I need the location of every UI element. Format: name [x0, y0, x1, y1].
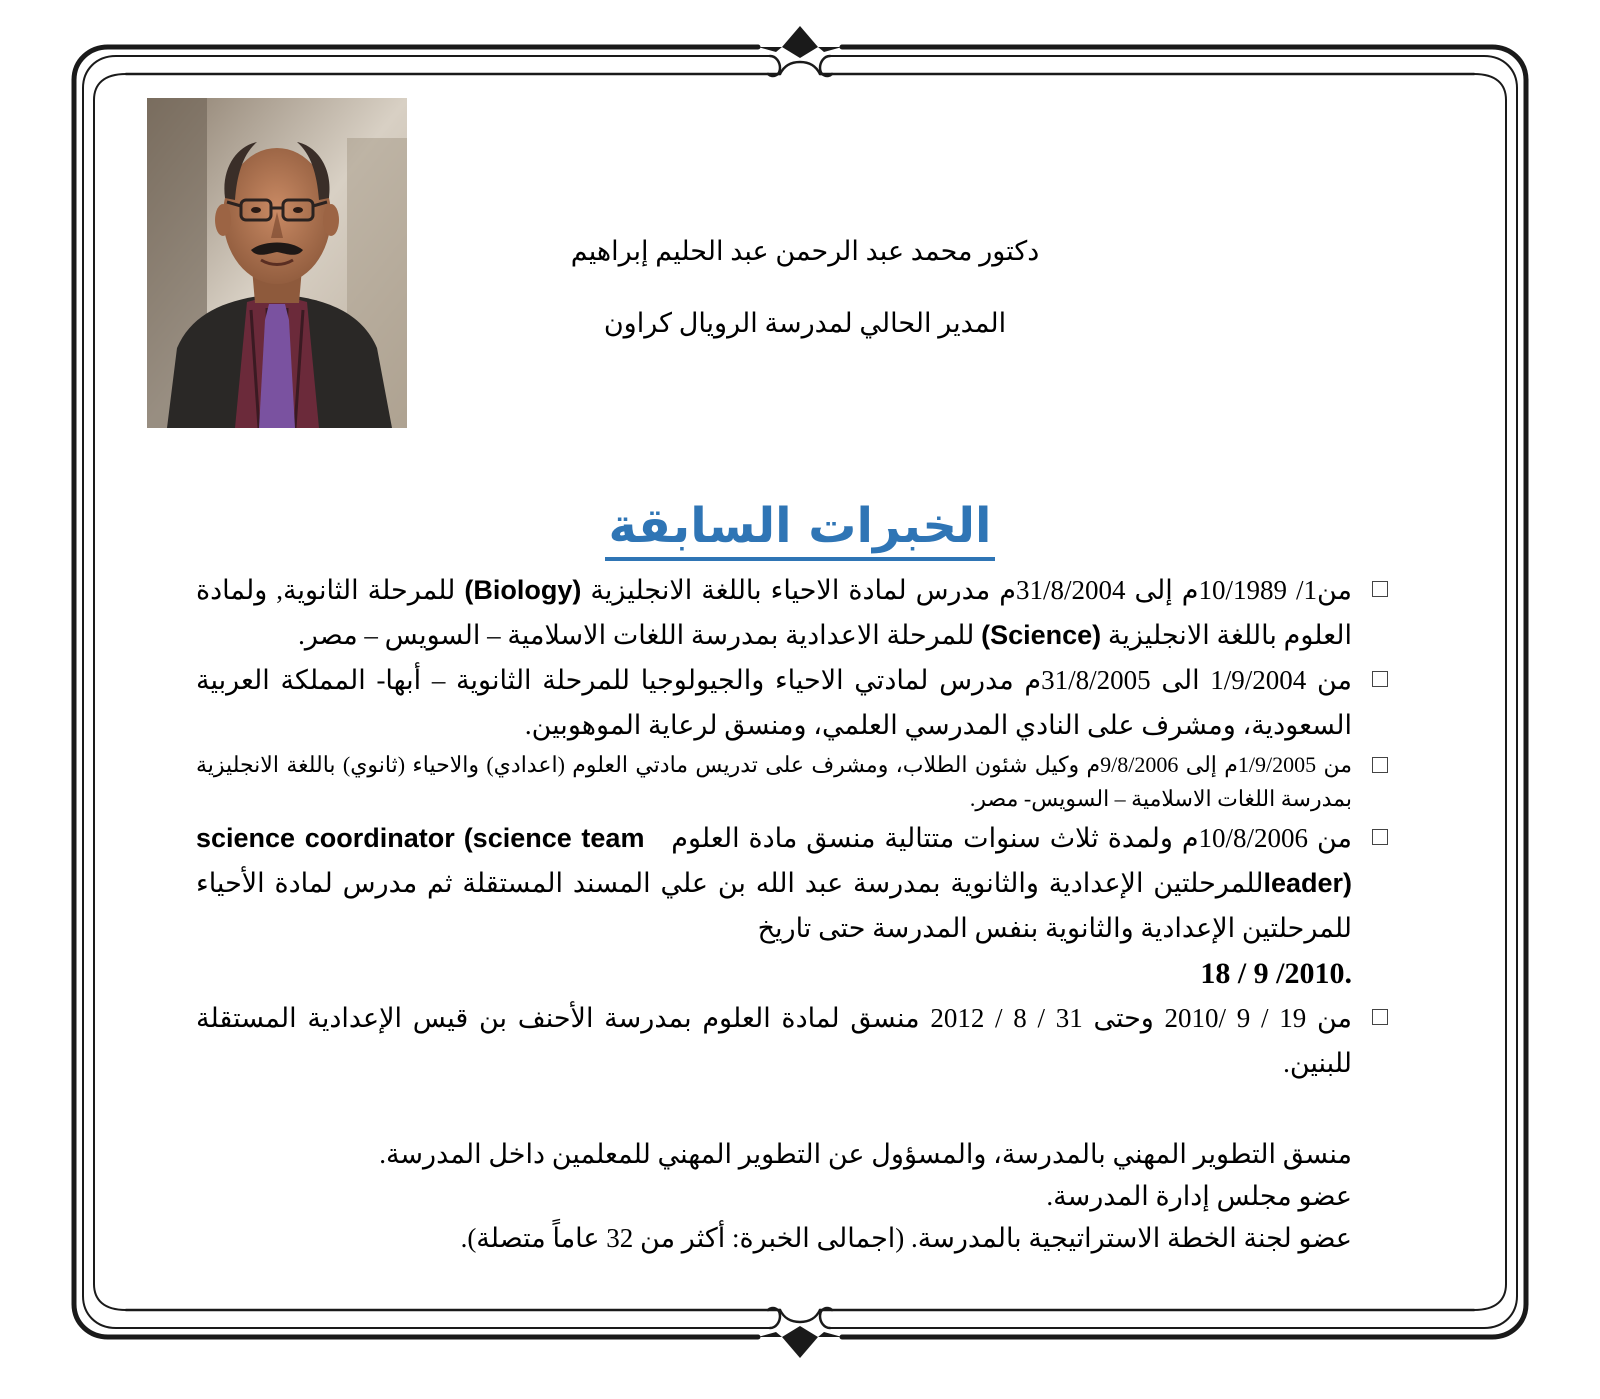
- end-date: 18 / 9 /2010.: [1200, 957, 1352, 990]
- english-term: science coordinator: [196, 823, 455, 853]
- duties-list: [196, 1133, 1352, 1259]
- list-item: [196, 996, 1406, 1086]
- duty-item: عضو لجنة الخطة الاستراتيجية بالمدرسة. (اجمالى الخبرة: أكثر من 32 عاماً متصلة).: [460, 1223, 1352, 1253]
- experience-text: من 1/9/2005م إلى 9/8/2006م وكيل شئون الطلاب، ومشرف على تدريس مادتي العلوم (اعدادي) والاحياء (ثانوي) باللغة الانجليزية بمدرسة اللغات الاسلامية – السويس- مصر.: [196, 752, 1352, 811]
- experience-list: [196, 568, 1406, 1086]
- list-item: [196, 658, 1406, 748]
- experience-text: من 19 / 9 /2010 وحتى 31 / 8 / 2012 منسق لمادة العلوم بمدرسة الأحنف بن قيس الإعدادية المستقلة للبنين.: [196, 1003, 1352, 1078]
- experience-text-part: من 10/8/2006م ولمدة ثلاث سنوات متتالية منسق مادة العلوم: [671, 823, 1352, 853]
- duty-item: عضو مجلس إدارة المدرسة.: [1046, 1181, 1352, 1211]
- current-position: المدير الحالي لمدرسة الرويال كراون: [603, 308, 1007, 338]
- experience-text: [196, 816, 1372, 996]
- experience-text: من 1/9/2004 الى 31/8/2005م مدرس لمادتي الاحياء والجيولوجيا للمرحلة الثانوية – أبها- المملكة العربية السعودية، ومشرف على النادي المدرسي العلمي، ومنسق لرعاية الموهوبين.: [196, 665, 1353, 740]
- experience-text-part: من1/ 10/1989م إلى 31/8/2004م مدرس لمادة الاحياء باللغة الانجليزية: [590, 575, 1352, 605]
- experience-text-part: للمرحلة الثانوية, ولمادة العلوم باللغة الانجليزية: [196, 575, 1352, 650]
- section-title: الخبرات السابقة: [605, 498, 996, 561]
- list-item: [196, 748, 1406, 816]
- person-name: دكتور محمد عبد الرحمن عبد الحليم إبراهيم: [570, 236, 1040, 266]
- english-term: (Science): [981, 620, 1102, 650]
- experience-text-part: للمرحلتين الإعدادية والثانوية بمدرسة عبد الله بن علي المسند المستقلة ثم مدرس لمادة الأحياء للمرحلتين الإعدادية والثانوية بنفس المدرسة حتى تاريخ: [196, 868, 1352, 943]
- bullet-box-icon: [1372, 748, 1406, 773]
- english-term: (Biology): [464, 575, 582, 605]
- section-title-wrapper: [0, 498, 1600, 561]
- duty-item: منسق التطوير المهني بالمدرسة، والمسؤول عن التطوير المهني للمعلمين داخل المدرسة.: [379, 1139, 1352, 1169]
- experience-text-part: للمرحلة الاعدادية بمدرسة اللغات الاسلامية – السويس – مصر.: [298, 620, 975, 650]
- bullet-box-icon: [1372, 658, 1406, 687]
- list-item: [196, 568, 1406, 658]
- portrait-photo: [147, 98, 407, 428]
- bullet-box-icon: [1372, 996, 1406, 1025]
- english-term: (science team leader): [463, 823, 1352, 898]
- bullet-box-icon: [1372, 568, 1406, 597]
- bullet-box-icon: [1372, 816, 1406, 845]
- experience-text: [196, 568, 1372, 658]
- list-item: [196, 816, 1406, 996]
